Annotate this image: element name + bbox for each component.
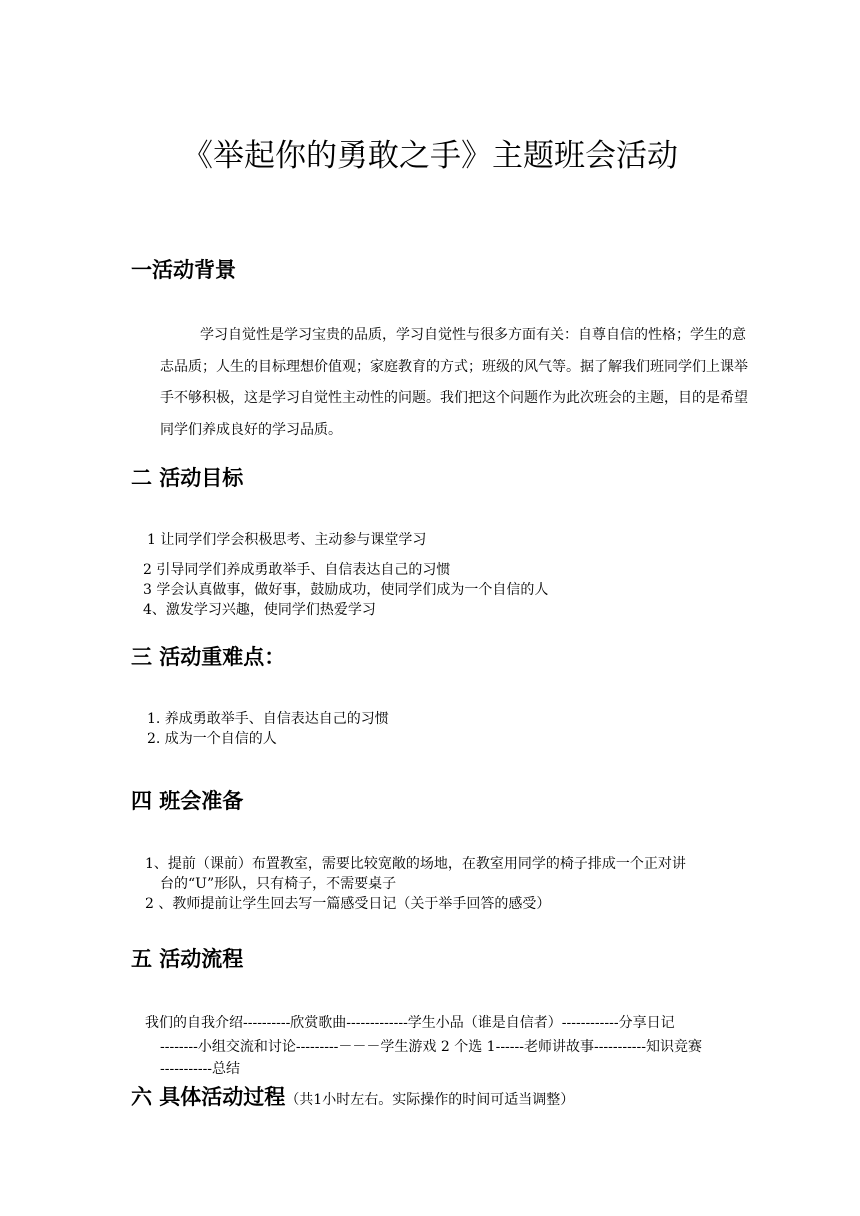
- preparation-item: 1、提前（课前）布置教室，需要比较宽敞的场地，在教室用同学的椅子排成一个正对讲: [145, 856, 686, 872]
- key-point-item: 2. 成为一个自信的人: [147, 731, 277, 747]
- flow-line: -----------总结: [160, 1061, 241, 1077]
- section-heading-preparation: 四 班会准备: [131, 789, 244, 813]
- goal-item: 1 让同学们学会积极思考、主动参与课堂学习: [147, 532, 427, 548]
- goal-item: 4、激发学习兴趣，使同学们热爱学习: [143, 602, 376, 618]
- key-point-item: 1. 养成勇敢举手、自信表达自己的习惯: [147, 711, 389, 727]
- page-title: 《举起你的勇敢之手》主题班会活动: [182, 138, 678, 174]
- section-heading-flow: 五 活动流程: [131, 947, 244, 971]
- section-heading-key-points: 三 活动重难点：: [131, 645, 286, 669]
- preparation-item: 2 、教师提前让学生回去写一篇感受日记（关于举手回答的感受）: [145, 896, 551, 912]
- section-heading-detail: [131, 1081, 574, 1111]
- goal-item: 2 引导同学们养成勇敢举手、自信表达自己的习惯: [143, 562, 451, 578]
- detail-heading-note: （共1小时左右。实际操作的时间可适当调整）: [285, 1092, 575, 1108]
- detail-heading-text: 六 具体活动过程: [131, 1085, 286, 1109]
- flow-line: --------小组交流和讨论---------－－－学生游戏 2 个选 1------老师讲故事-----------知识竞赛: [160, 1039, 702, 1055]
- preparation-item: 台的“U”形队，只有椅子，不需要桌子: [160, 876, 397, 892]
- background-paragraph: 学习自觉性是学习宝贵的品质，学习自觉性与很多方面有关：自尊自信的性格；学生的意志品质；人生的目标理想价值观；家庭教育的方式；班级的风气等。据了解我们班同学们上课举手不够积极，这是学习自觉性主动性的问题。我们把这个问题作为此次班会的主题，目的是希望同学们养成良好的学习品质。: [160, 327, 748, 438]
- section-heading-goals: 二 活动目标: [131, 466, 244, 490]
- flow-line: 我们的自我介绍----------欣赏歌曲-------------学生小品（谁是自信者）------------分享日记: [145, 1015, 675, 1031]
- goal-item: 3 学会认真做事，做好事，鼓励成功，使同学们成为一个自信的人: [143, 582, 549, 598]
- section-heading-background: 一活动背景: [131, 258, 236, 282]
